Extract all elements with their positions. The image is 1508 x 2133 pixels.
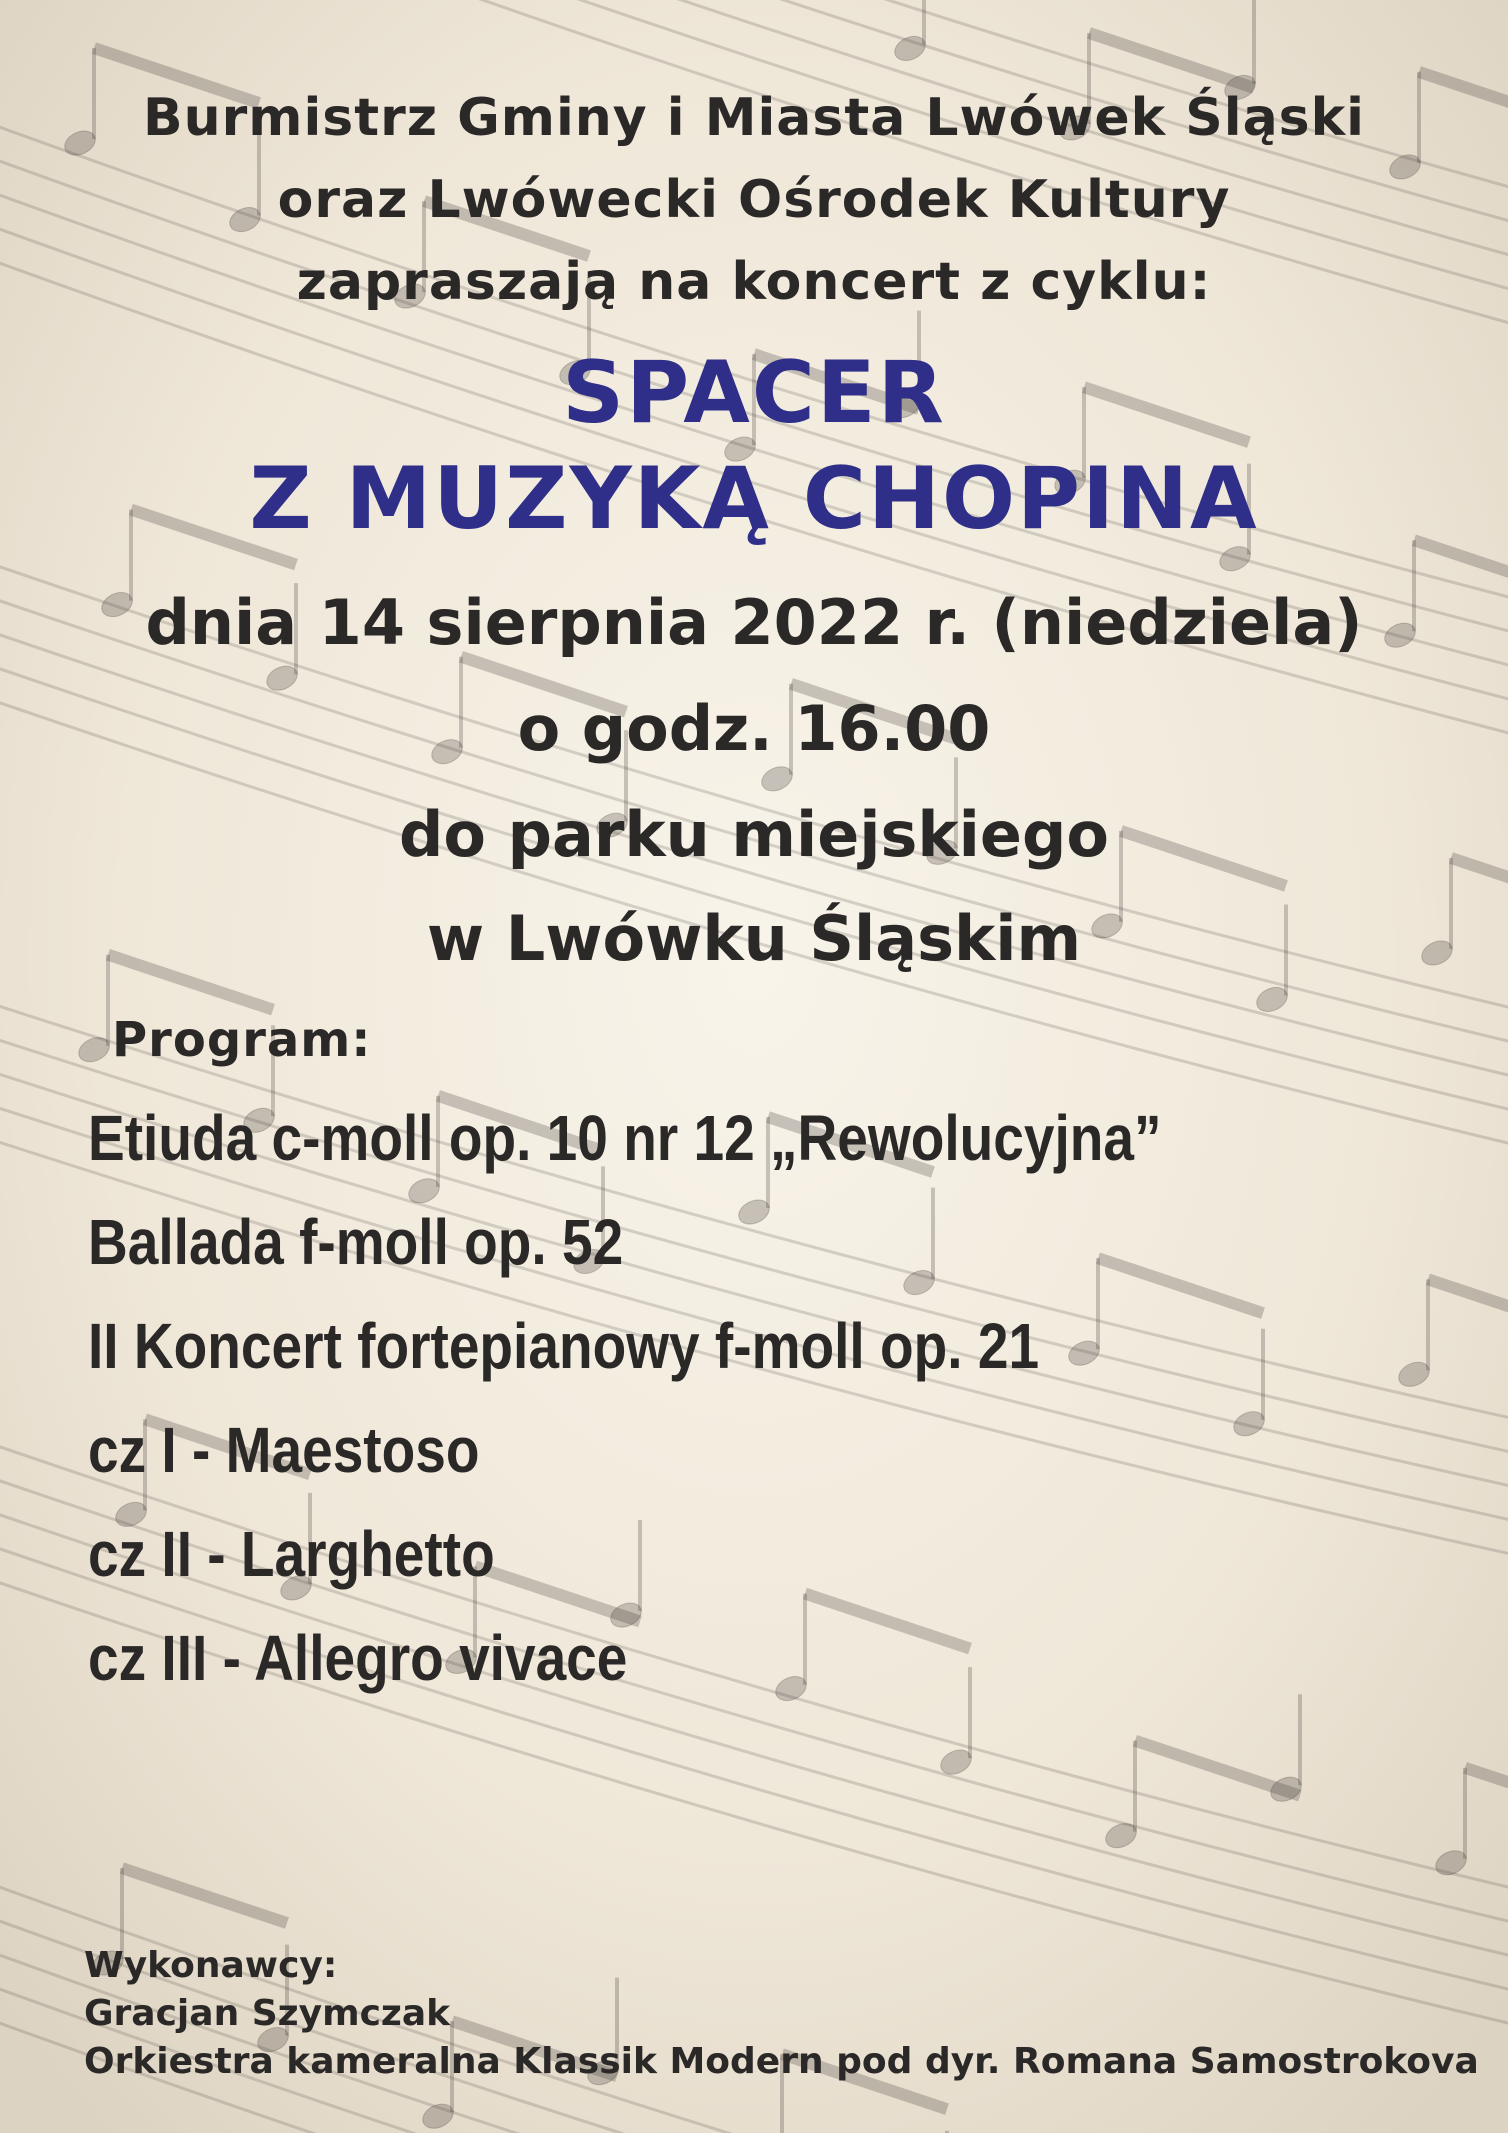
concert-title-line-2: Z MUZYKĄ CHOPINA	[249, 449, 1259, 549]
organizer-line-2: oraz Lwówecki Ośrodek Kultury	[277, 170, 1231, 230]
invitation-line: zapraszają na koncert z cyklu:	[296, 252, 1212, 312]
event-place-line-1: do parku miejskiego	[399, 798, 1109, 871]
program-item: Etiuda c-moll op. 10 nr 12 „Rewolucyjna”	[88, 1102, 1162, 1174]
program-item: cz III - Allegro vivace	[88, 1622, 628, 1694]
performers	[84, 1942, 1479, 2086]
performers-heading: Wykonawcy:	[84, 1945, 338, 1986]
event-time: o godz. 16.00	[517, 692, 991, 765]
program-item: cz II - Larghetto	[88, 1518, 495, 1590]
program-item: Ballada f-moll op. 52	[88, 1206, 624, 1278]
concert-title-line-1: SPACER	[562, 343, 946, 443]
program-heading: Program:	[112, 1012, 372, 1068]
program-item: II Koncert fortepianowy f-moll op. 21	[88, 1310, 1040, 1382]
performer-soloist: Gracjan Szymczak	[84, 1993, 451, 2034]
organizer-line-1: Burmistrz Gminy i Miasta Lwówek Śląski	[142, 88, 1366, 148]
performer-orchestra: Orkiestra kameralna Klassik Modern pod dyr. Romana Samostrokova	[84, 2041, 1479, 2082]
program-list	[88, 1086, 1336, 1710]
event-date: dnia 14 sierpnia 2022 r. (niedziela)	[145, 586, 1363, 659]
program-item: cz I - Maestoso	[88, 1414, 480, 1486]
event-place-line-2: w Lwówku Śląskim	[426, 902, 1082, 975]
